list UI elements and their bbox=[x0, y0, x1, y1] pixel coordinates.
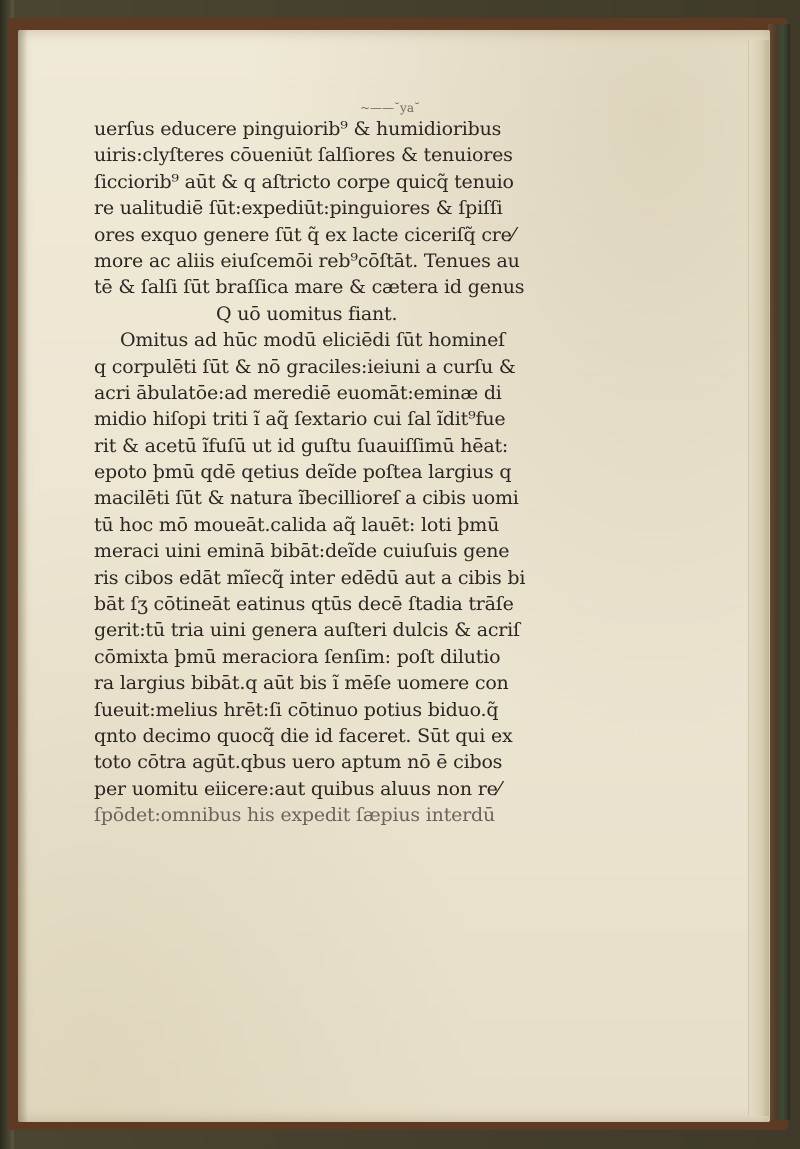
text-line: midio hiſopi triti ĩ aq̃ ſextario cui ſal ĩdit⁹fue bbox=[94, 408, 506, 431]
text-line: uerſus educere pinguiorib⁹ & humidioribus bbox=[94, 118, 502, 140]
page-ornament: ~——˘ya˘ bbox=[360, 101, 420, 115]
text-line: uiris:clyſteres cōueniūt ſalſiores & tenuiores bbox=[94, 144, 513, 167]
text-line: ſpōdet:omnibus his expedit ſæpius interdū bbox=[94, 804, 496, 827]
text-line: ſicciorib⁹ aūt & q aſtricto corpe quicq̃ tenuio bbox=[94, 170, 514, 193]
text-line: rit & acetū ĩfuſū ut id guſtu ſuauiſſimū hēat: bbox=[94, 434, 509, 457]
text-line: q corpulēti ſūt & nō graciles:ieiuni a curſu & bbox=[94, 355, 516, 378]
text-line: epoto þmū qdē qetius deĩde poſtea largius q bbox=[94, 461, 512, 484]
text-line: ra largius bibāt.q aūt bis ĩ mēſe uomere con bbox=[94, 672, 509, 695]
text-line: cōmixta þmū meraciora ſenſim: poſt dilutio bbox=[94, 645, 501, 668]
text-line: ſueuit:melius hrēt:ſi cōtinuo potius biduo.q̃ bbox=[94, 698, 499, 721]
text-line: toto cōtra agūt.qbus uero aptum nō ē cibos bbox=[94, 751, 503, 774]
gutter-shadow bbox=[18, 30, 28, 1122]
text-line: ores exquo genere ſūt q̃ ex lacte ciceriſq̃ cre⁄ bbox=[94, 223, 515, 246]
text-line: ris cibos edāt mĩecq̃ inter edēdū aut a cibis bi bbox=[94, 566, 526, 589]
text-line: gerit:tū tria uini genera auſteri dulcis & acriſ bbox=[94, 619, 520, 642]
text-line: tē & ſalſi ſūt braſſica mare & cætera id genus bbox=[94, 276, 525, 299]
text-line: re ualitudiē ſūt:expediūt:pinguiores & ſpiſſi bbox=[94, 197, 503, 220]
text-line: tū hoc mō moueāt.calida aq̃ lauēt: loti þmū bbox=[94, 513, 500, 536]
text-line: macilēti ſūt & natura ĩbecillioreſ a cibis uomi bbox=[94, 487, 519, 510]
text-line: acri ābulatōe:ad merediē euomāt:eminæ di bbox=[94, 381, 502, 404]
text-line: bāt ſʒ cōtineāt eatinus qtūs decē ſtadia trāſe bbox=[94, 593, 514, 616]
section-heading: Q uō uomitus fiant. bbox=[216, 302, 398, 325]
text-line: qnto decimo quocq̃ die id faceret. Sūt qui ex bbox=[94, 724, 513, 747]
page-stack-edge bbox=[768, 24, 790, 1120]
text-line: per uomitu eiicere:aut quibus aluus non re⁄ bbox=[94, 777, 501, 800]
page-fore-edge bbox=[748, 40, 769, 1116]
text-line: more ac aliis eiuſcemōi reb⁹cōſtāt. Tenues au bbox=[94, 249, 520, 272]
text-line: Omitus ad hūc modū eliciēdi ſūt homineſ bbox=[120, 329, 505, 352]
text-block bbox=[94, 116, 564, 829]
text-line: meraci uini eminā bibāt:deĩde cuiuſuis gene bbox=[94, 540, 510, 563]
